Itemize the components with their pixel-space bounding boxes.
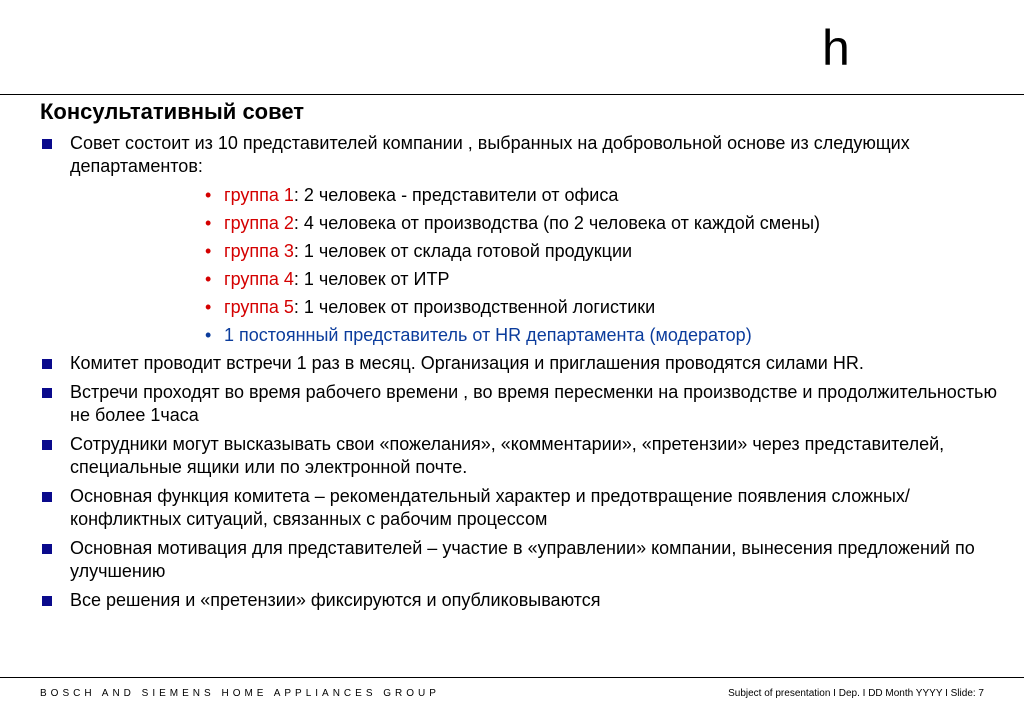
dot-bullet-icon: • xyxy=(205,241,212,261)
bullet-text: Встречи проходят во время рабочего времени , во время пересменки на производстве и продолжительностью не более 1часа xyxy=(70,382,997,425)
group-label: группа 2 xyxy=(224,213,294,233)
bullet-item xyxy=(40,132,1000,178)
square-bullet-icon xyxy=(42,492,52,502)
group-item xyxy=(40,240,1000,263)
group-item xyxy=(40,184,1000,207)
bullet-item xyxy=(40,381,1000,427)
bullet-text: Все решения и «претензии» фиксируются и опубликовываются xyxy=(70,590,601,610)
group-desc: : 1 человек от производственной логистики xyxy=(293,297,656,317)
footer-slide-info: Subject of presentation I Dep. I DD Month YYYY I Slide: 7 xyxy=(728,688,984,699)
group-item xyxy=(40,296,1000,319)
group-label: группа 4 xyxy=(224,269,294,289)
bullet-item xyxy=(40,352,1000,375)
bullet-text: Комитет проводит встречи 1 раз в месяц. Организация и приглашения проводятся силами HR. xyxy=(70,353,864,373)
bullet-item xyxy=(40,589,1000,612)
dot-bullet-icon: • xyxy=(205,213,212,233)
slide-title: Консультативный совет xyxy=(40,99,305,124)
square-bullet-icon xyxy=(42,440,52,450)
header-divider xyxy=(0,94,1024,95)
square-bullet-icon xyxy=(42,596,52,606)
group-item xyxy=(40,268,1000,291)
square-bullet-icon xyxy=(42,359,52,369)
footer-company: BOSCH AND SIEMENS HOME APPLIANCES GROUP xyxy=(40,688,440,699)
group-label: группа 3 xyxy=(224,241,294,261)
dot-bullet-icon: • xyxy=(205,269,212,289)
dot-bullet-icon: • xyxy=(205,325,212,345)
group-desc: : 4 человека от производства (по 2 человека от каждой смены) xyxy=(293,213,821,233)
hr-representative-text: 1 постоянный представитель от HR департамента (модератор) xyxy=(224,325,752,345)
dot-bullet-icon: • xyxy=(205,185,212,205)
slide-content xyxy=(40,132,1000,618)
group-desc: : 1 человек от склада готовой продукции xyxy=(293,241,633,261)
square-bullet-icon xyxy=(42,139,52,149)
hr-representative-item xyxy=(40,324,1000,347)
group-desc: : 1 человек от ИТР xyxy=(293,269,450,289)
bullet-item xyxy=(40,433,1000,479)
bullet-text: Сотрудники могут высказывать свои «пожелания», «комментарии», «претензии» через представителей, специальные ящики или по электронной почте. xyxy=(70,434,945,477)
square-bullet-icon xyxy=(42,388,52,398)
square-bullet-icon xyxy=(42,544,52,554)
group-list xyxy=(40,184,1000,347)
group-desc: : 2 человека - представители от офиса xyxy=(293,185,619,205)
dot-bullet-icon: • xyxy=(205,297,212,317)
bullet-text: Совет состоит из 10 представителей компании , выбранных на добровольной основе из следующих департаментов: xyxy=(70,133,910,176)
bullet-text: Основная мотивация для представителей – участие в «управлении» компании, вынесения предложений по улучшению xyxy=(70,538,975,581)
footer-divider xyxy=(0,677,1024,678)
group-label: группа 5 xyxy=(224,297,294,317)
logo: h xyxy=(822,20,850,76)
bullet-item xyxy=(40,485,1000,531)
bullet-text: Основная функция комитета – рекомендательный характер и предотвращение появления сложных/ конфликтных ситуаций, связанных с рабочим процессом xyxy=(70,486,910,529)
group-label: группа 1 xyxy=(224,185,294,205)
bullet-item xyxy=(40,537,1000,583)
group-item xyxy=(40,212,1000,235)
